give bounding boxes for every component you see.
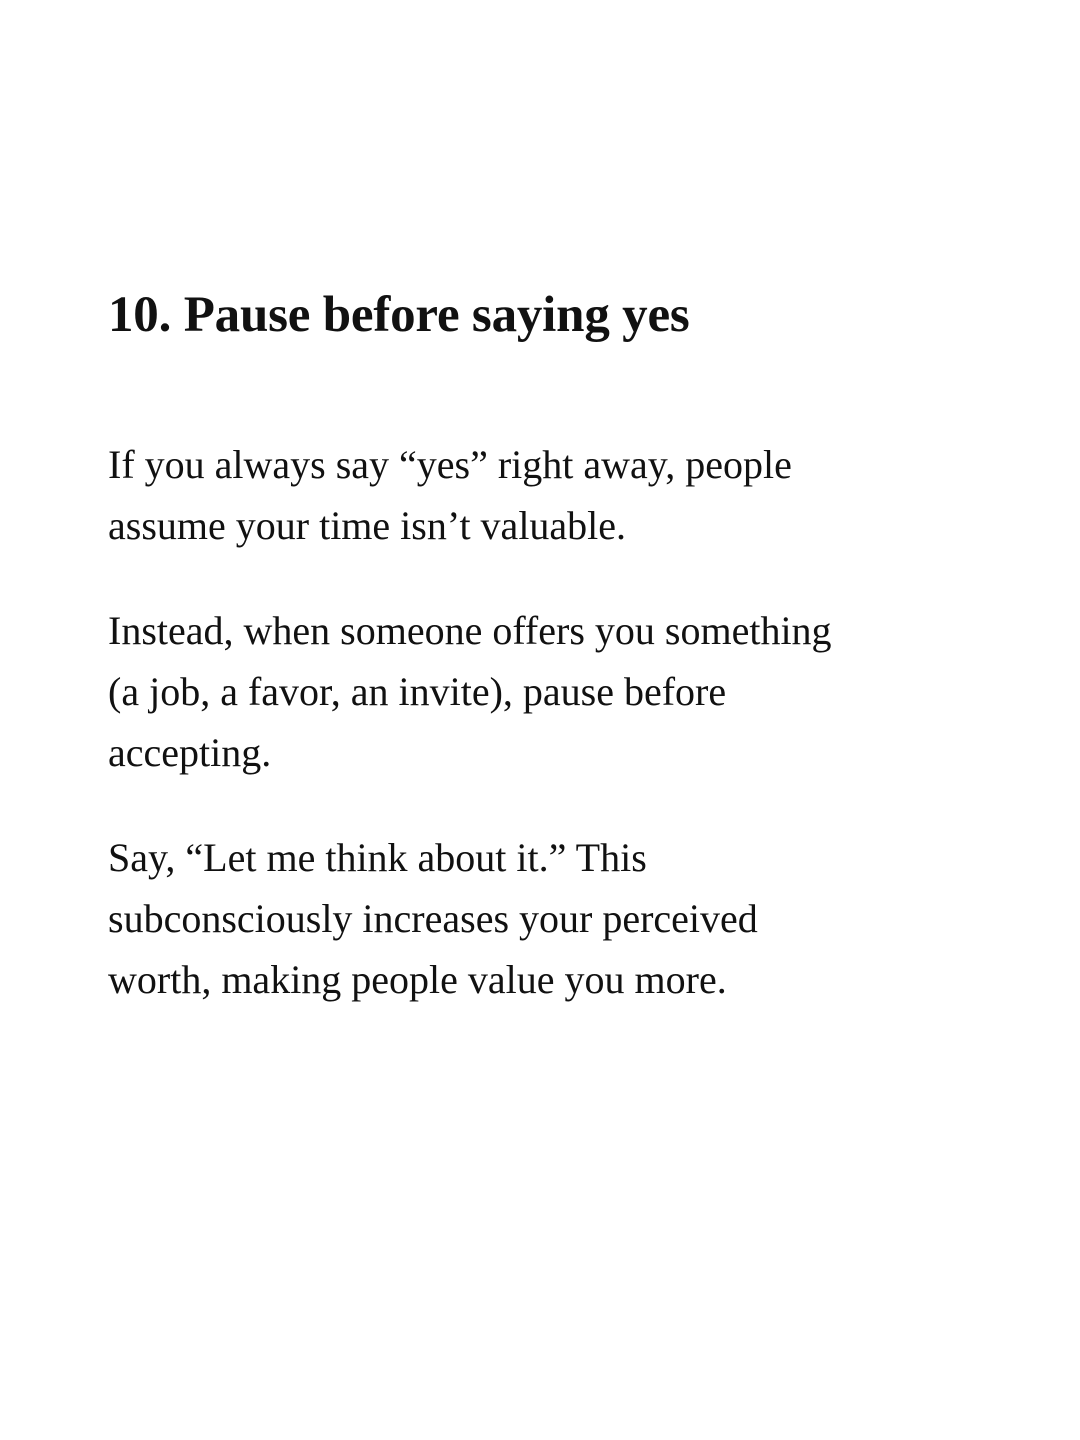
paragraph-2 xyxy=(108,600,988,783)
paragraph-line: assume your time isn’t valuable. xyxy=(108,503,627,549)
paragraph-line: If you always say “yes” right away, people xyxy=(108,442,792,488)
section-heading: 10. Pause before saying yes xyxy=(108,287,690,343)
paragraph-line: Instead, when someone offers you something xyxy=(108,608,832,654)
paragraph-1 xyxy=(108,434,988,556)
paragraph-3 xyxy=(108,827,988,1010)
paragraph-line: worth, making people value you more. xyxy=(108,957,727,1003)
article-body xyxy=(108,285,988,1010)
paragraph-line: Say, “Let me think about it.” This xyxy=(108,835,647,881)
paragraph-line: subconsciously increases your perceived xyxy=(108,896,758,942)
paragraph-line: (a job, a favor, an invite), pause before xyxy=(108,669,727,715)
paragraph-line: accepting. xyxy=(108,730,272,776)
